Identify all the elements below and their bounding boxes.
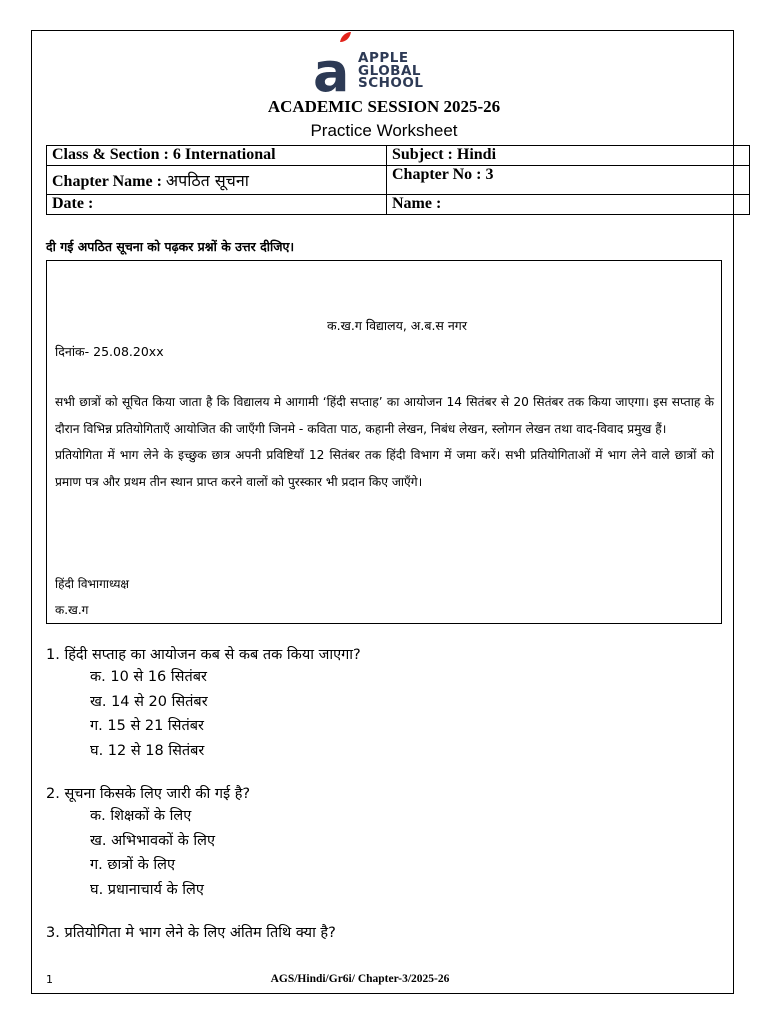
chapter-name-value: अपठित सूचना [165,171,249,190]
question-2-options [90,804,215,902]
instruction-text: दी गई अपठित सूचना को पढ़कर प्रश्नों के उत्तर दीजिए। [46,239,295,254]
notice-paragraph-2: प्रतियोगिता में भाग लेने के इच्छुक छात्र अपनी प्रविष्टियाँ 12 सितंबर तक हिंदी विभाग में जमा करें। सभी प्रतियोगिताओं में भाग लेने वाले छात्रों को प्रमाण पत्र और प्रथम तीन स्थान प्राप्त करने वालों को पुरस्कार भी प्रदान किए जाएँगे। [55,448,714,489]
page-number: 1 [46,973,53,986]
question-1-option-a: क. 10 से 16 सितंबर [90,669,207,685]
subject-cell: Subject : Hindi [387,146,750,166]
chapter-name-cell [47,166,387,195]
school-name-line-2: GLOBAL [358,62,422,79]
question-1-option-d: घ. 12 से 18 सितंबर [90,742,205,759]
academic-session: ACADEMIC SESSION 2025-26 [267,97,501,116]
notice-heading: क.ख.ग विद्यालय, अ.ब.स नगर [327,318,467,333]
question-2: 2. सूचना किसके लिए जारी की गई है? [46,786,251,802]
worksheet-title: Practice Worksheet [310,121,458,140]
question-1-option-c: ग. 15 से 21 सितंबर [90,718,204,734]
notice-box [46,260,722,624]
notice-signature [55,571,129,623]
question-1: 1. हिंदी सप्ताह का आयोजन कब से कब तक किया जाएगा? [46,647,361,663]
question-3: 3. प्रतियोगिता मे भाग लेने के लिए अंतिम तिथि क्या है? [46,925,336,941]
school-name-line-1: APPLE [358,50,409,66]
notice-date: दिनांक- 25.08.20xx [55,344,164,359]
question-2-option-b: ख. अभिभावकों के लिए [90,832,215,849]
signature-org: क.ख.ग [55,603,89,617]
question-2-option-c: ग. छात्रों के लिए [90,857,176,873]
notice-paragraph-1: सभी छात्रों को सूचित किया जाता है कि विद्यालय मे आगामी ‘हिंदी सप्ताह’ का आयोजन 14 सितंबर से 20 सितंबर तक किया जाएगा। इस सप्ताह के दौरान विभिन्न प्रतियोगिताएँ आयोजित की जाएँगी जिनमे - कविता पाठ, कहानी लेखन, निबंध लेखन, स्लोगन लेखन तथा वाद-विवाद प्रमुख हैं। [55,395,714,436]
signature-title: हिंदी विभागाध्यक्ष [55,577,130,591]
date-cell: Date : [47,195,387,215]
question-1-options [90,665,208,763]
name-cell: Name : [387,195,750,215]
question-2-option-d: घ. प्रधानाचार्य के लिए [90,881,204,898]
school-name [358,52,423,90]
school-logo [312,32,442,94]
notice-body [55,389,714,495]
footer-document-code: AGS/Hindi/Gr6i/ Chapter-3/2025-26 [270,973,450,985]
class-section-cell: Class & Section : 6 International [47,146,387,166]
school-name-line-3: SCHOOL [358,75,424,91]
info-table [46,145,750,215]
chapter-name-label: Chapter Name : [52,173,162,190]
question-2-option-a: क. शिक्षकों के लिए [90,808,192,824]
question-1-option-b: ख. 14 से 20 सितंबर [90,693,208,710]
chapter-no-cell: Chapter No : 3 [387,166,750,195]
logo-letter: a [313,41,350,94]
apple-logo-icon [312,32,358,94]
